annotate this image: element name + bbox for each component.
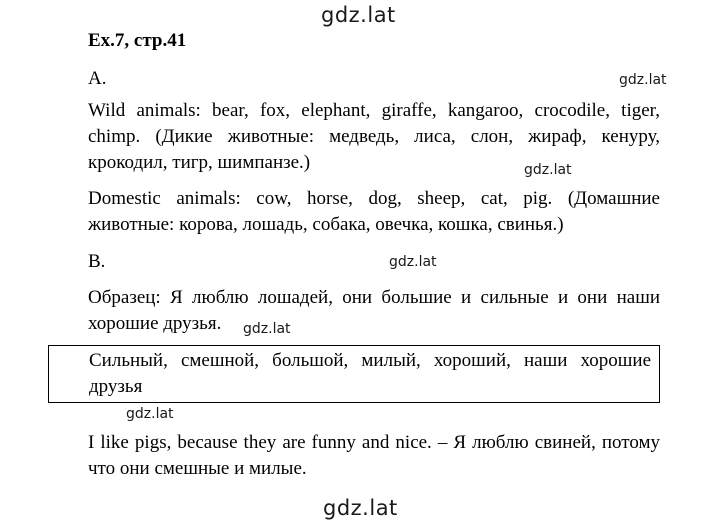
answer-paragraph xyxy=(88,430,660,482)
adjectives-text: Сильный, смешной, большой, милый, хороший, наши хорошие друзья xyxy=(89,350,651,397)
adjectives-box xyxy=(48,345,660,403)
example-paragraph xyxy=(88,285,660,337)
watermark: gdz.lat xyxy=(619,72,667,88)
part-a-label: A. xyxy=(88,68,107,89)
watermark: gdz.lat xyxy=(126,406,174,422)
wild-animals-paragraph xyxy=(88,98,660,176)
watermark-bottom: gdz.lat xyxy=(323,496,398,520)
wild-animals-text: Wild animals: bear, fox, elephant, giraffe, kangaroo, crocodile, tiger, chimp. (Дикие животные: медведь, лиса, слон, жираф, кенуру, крокодил, тигр, шимпанзе.) xyxy=(88,100,660,173)
exercise-heading: Ex.7, стр.41 xyxy=(88,30,187,51)
watermark-top: gdz.lat xyxy=(321,3,396,27)
domestic-animals-paragraph xyxy=(88,186,660,238)
watermark: gdz.lat xyxy=(389,254,437,270)
domestic-animals-text: Domestic animals: cow, horse, dog, sheep, cat, pig. (Домашние животные: корова, лошадь, собака, овечка, кошка, свинья.) xyxy=(88,188,660,235)
watermark: gdz.lat xyxy=(524,162,572,178)
watermark: gdz.lat xyxy=(243,321,291,337)
part-b-label: B. xyxy=(88,251,106,272)
answer-text: I like pigs, because they are funny and nice. – Я люблю свиней, потому что они смешные и милые. xyxy=(88,432,660,479)
example-text: Образец: Я люблю лошадей, они большие и сильные и они наши хорошие друзья. xyxy=(88,287,660,334)
